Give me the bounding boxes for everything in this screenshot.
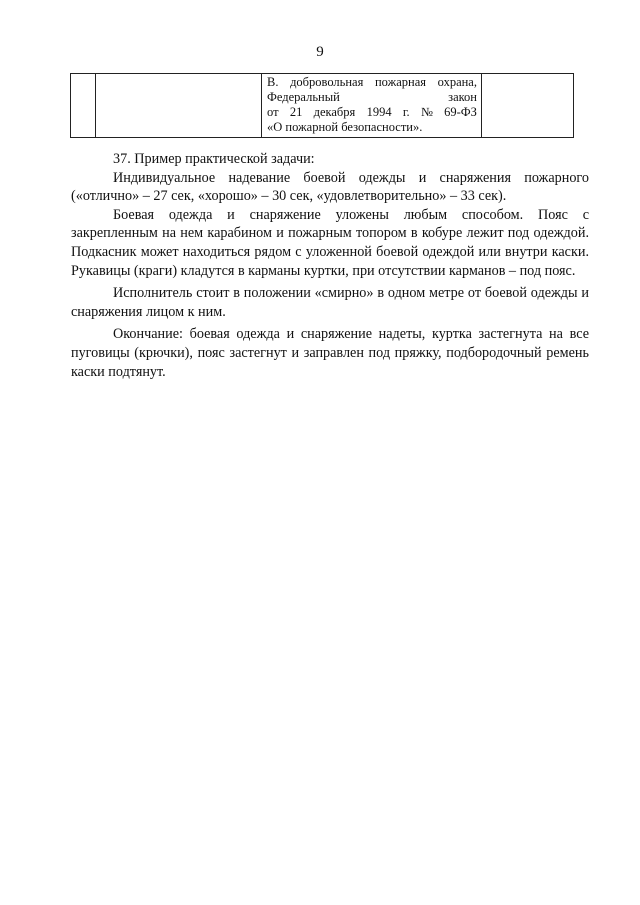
task-section [71,150,589,381]
law-line-1-word: охрана, [437,75,477,89]
continuation-table [70,73,574,138]
law-line-1-word: пожарная [374,75,427,89]
law-line-2-word: закон [448,90,477,104]
table-cell-name [96,74,262,138]
law-line-3 [267,105,477,120]
page-number: 9 [316,44,324,60]
law-line-1-word: добровольная [290,75,364,89]
table-row [71,74,574,138]
law-line-2 [267,90,477,105]
law-line-2-word: Федеральный [267,90,340,104]
law-line-4: «О пожарной безопасности». [267,120,423,134]
law-line-3-word: от [267,105,279,119]
table-cell-number [71,74,96,138]
table-cell-notes [482,74,574,138]
table-cell-legal-basis [262,74,482,138]
law-line-3-word: № [420,105,433,119]
law-line-3-word: г. [402,105,410,119]
law-line-1-word: В. [267,75,279,89]
law-line-1 [267,75,477,90]
paragraph-completion: Окончание: боевая одежда и снаряжение надеты, куртка застегнута на все пуговицы (крючки), пояс застегнут и заправлен под пряжку, подбородочный ремень каски подтянут. [71,326,589,380]
law-line-3-word: 69-ФЗ [444,105,477,119]
paragraph-starting-position: Исполнитель стоит в положении «смирно» в одном метре от боевой одежды и снаряжения лицом к ним. [71,285,589,320]
paragraph-standards: Индивидуальное надевание боевой одежды и снаряжения пожарного («отлично» – 27 сек, «хорошо» – 30 сек, «удовлетворительно» – 33 сек). [71,169,589,205]
law-line-3-word: 1994 [366,105,392,119]
law-line-3-word: 21 [289,105,303,119]
section-heading: 37. Пример практической задачи: [113,151,315,167]
paragraph-equipment-setup: Боевая одежда и снаряжение уложены любым способом. Пояс с закрепленным на нем карабином и пожарным топором в кобуре лежит под одеждой. Подкасник может находиться рядом с уложенной боевой одеждой или внутри каски. Рукавицы (краги) кладутся в карманы куртки, при отсутствии карманов – под пояс. [71,206,589,279]
law-line-3-word: декабря [313,105,356,119]
